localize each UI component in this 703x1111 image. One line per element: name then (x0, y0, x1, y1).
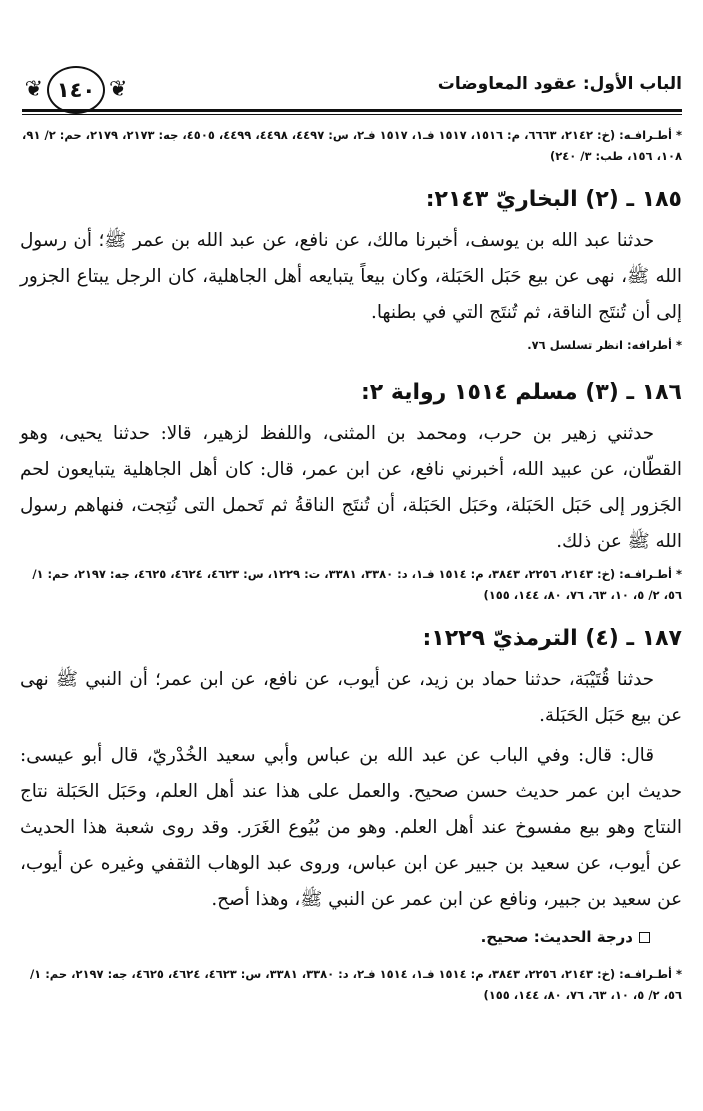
hadith-text-185: حدثنا عبد الله بن يوسف، أخبرنا مالك، عن نافع، عن عبد الله بن عمر ﷺ؛ أن رسول الله ﷺ، نهى عن بيع حَبَل الحَبَلة، وكان بيعاً يتبايعه أهل الجاهلية، كان الرجل يبتاع الجزور إلى أن تُنتَج الناقة، ثم تُنتَج التي في بطنها. (20, 230, 682, 323)
cross-references-186: * أطـرافـه: (خ: ٢١٤٣، ٢٢٥٦، ٣٨٤٣، م: ١٥١٤ فـ١، د: ٣٣٨٠، ٣٣٨١، ت: ١٢٢٩، س: ٤٦٢٣، ٤٦٢٤، ٤٦٢٥، جه: ٢١٩٧، حم: ١/ ٥٦، ٢/ ٥، ١٠، ٦٣، ٧٦، ٨٠، ١٤٤، ١٥٥) (32, 567, 682, 602)
chapter-title: الباب الأول: عقود المعاوضات (437, 74, 682, 94)
cross-references: * أطـرافـه: (خ: ٢١٤٢، ٦٦٦٣، م: ١٥١٦، ١٥١٧ فـ١، ١٥١٧ فـ٢، س: ٤٤٩٧، ٤٤٩٨، ٤٤٩٩، ٤٥٠٥، جه: ٢١٧٣، ٢١٧٩، حم: ٢/ ٩١، ١٠٨، ١٥٦، طب: ٣/ ٢٤٠) (22, 128, 682, 163)
hadith-grade (20, 922, 650, 952)
header-rule (22, 109, 682, 112)
cross-references-185: * أطرافه: انظر تسلسل ٧٦. (527, 338, 682, 352)
hadith-heading-185: ١٨٥ ـ (٢) البخاريّ ٢١٤٣: (425, 187, 682, 212)
page-header (22, 62, 682, 122)
hadith-heading-186: ١٨٦ ـ (٣) مسلم ١٥١٤ رواية ٢: (360, 380, 682, 405)
hadith-commentary-187: قال: قال: وفي الباب عن عبد الله بن عباس وأبي سعيد الخُدْريّ، قال أبو عيسى: حديث ابن عمر حديث حسن صحيح. والعمل على هذا عند أهل العلم، وحَبَل الحَبَلة نتاج النتاج وهو بيع مفسوخ عند أهل العلم. وهو من بُيُوع الغَرَر. وقد روى شعبة هذا الحديث عن أيوب، عن سعيد بن جبير عن ابن عباس، وروى عبد الوهاب الثقفي وغيره عن أيوب، عن سعيد بن جبير، ونافع عن ابن عمر عن النبي ﷺ، وهذا أصح. (20, 745, 682, 910)
page-content (20, 125, 682, 1024)
cross-references-187: * أطـرافـه: (خ: ٢١٤٣، ٢٢٥٦، ٣٨٤٣، م: ١٥١٤ فـ١، ١٥١٤ فـ٢، د: ٣٣٨٠، ٣٣٨١، س: ٤٦٢٣، ٤٦٢٤، ٤٦٢٥، جه: ٢١٩٧، حم: ١/ ٥٦، ٢/ ٥، ١٠، ٦٣، ٧٦، ٨٠، ١٤٤، ١٥٥) (29, 967, 682, 1002)
hadith-text-187: حدثنا قُتَيْبَة، حدثنا حماد بن زيد، عن أيوب، عن نافع، عن ابن عمر؛ أن النبي ﷺ نهى عن بيع حَبَل الحَبَلة. (20, 669, 682, 726)
page-number: ١٤٠ (47, 66, 105, 114)
header-rule-thin (22, 114, 682, 115)
hadith-text-186: حدثني زهير بن حرب، ومحمد بن المثنى، واللفظ لزهير، قالا: حدثنا يحيى، وهو القطّان، عن عبيد الله، أخبرني نافع، عن ابن عمر، قال: كان أهل الجاهلية يتبايعون لحم الجَزور إلى حَبَل الحَبَلة، وحَبَل الحَبَلة، أن تُنتَج الناقةُ ثم تَحمل التى نُتِجت، فنهاهم رسول الله ﷺ عن ذلك. (20, 423, 682, 552)
hadith-grade-text: درجة الحديث: صحيح. (480, 928, 633, 946)
square-bullet-icon (639, 932, 650, 943)
leaf-ornament-icon: ❦ (24, 77, 43, 102)
leaf-ornament-icon: ❦ (109, 77, 128, 102)
hadith-heading-187: ١٨٧ ـ (٤) الترمذيّ ١٢٢٩: (422, 626, 682, 651)
